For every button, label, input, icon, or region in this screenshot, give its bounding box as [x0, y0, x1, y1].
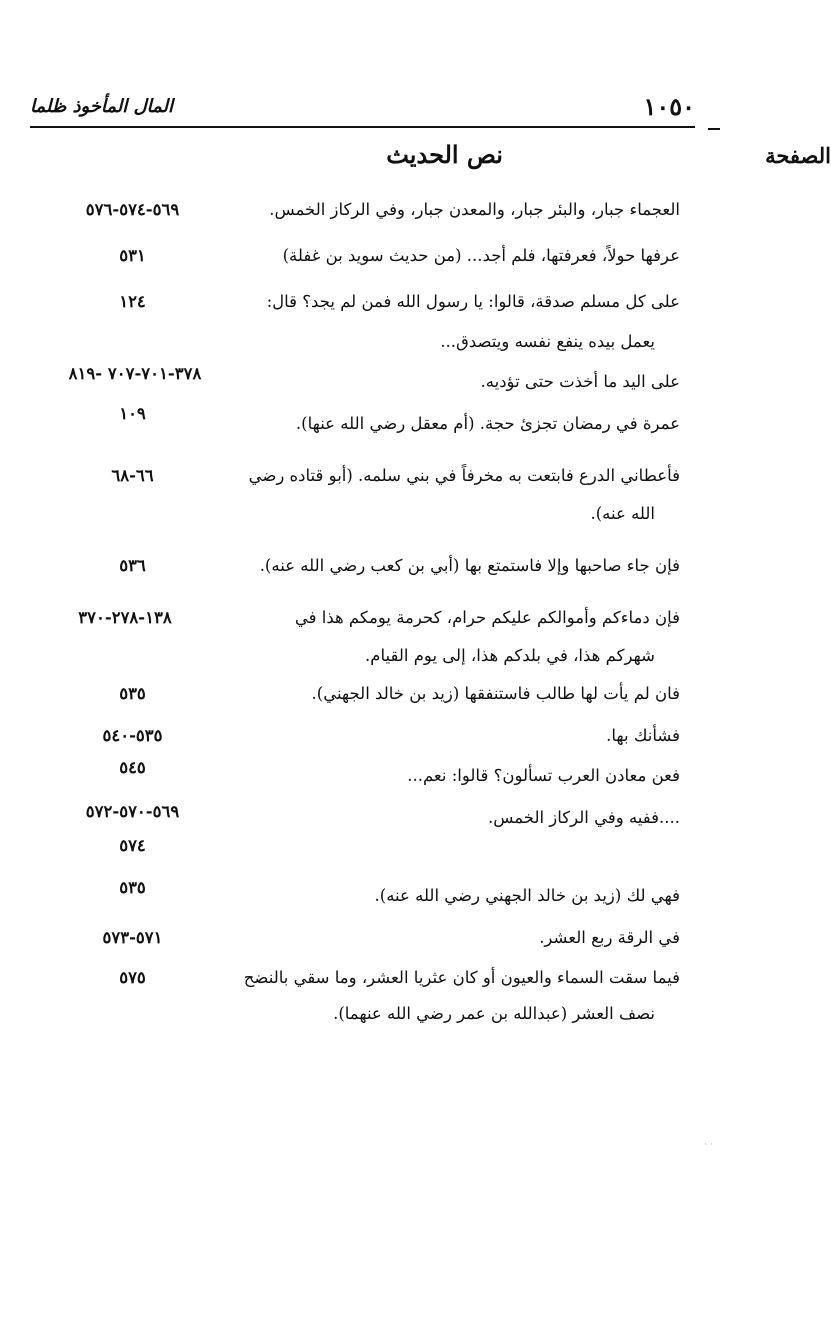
entry-pages: ٥٣٥: [119, 684, 146, 703]
entry-pages: ٣٧٨-٧٠١-٧٠٧ -٨١٩: [68, 364, 202, 383]
entry-text: عرفها حولاً، فعرفتها، فلم أجد... (من حديث سويد بن غفلة): [282, 246, 680, 265]
entry-pages: ٦٦-٦٨: [111, 466, 154, 485]
entry-pages: ١٢٤: [119, 292, 146, 311]
entry-pages: ٥٣٥-٥٤٠: [102, 726, 163, 745]
entry-text: فيما سقت السماء والعيون أو كان عثريا العشر، وما سقي بالنضح: [243, 968, 680, 987]
running-header: [30, 92, 695, 128]
entry-text: فأعطاني الدرع فابتعت به مخرفاً في بني سلمه. (أبو قتاده رضي: [248, 466, 680, 485]
entry-text: فان لم يأت لها طالب فاستنفقها (زيد بن خالد الجهني).: [311, 684, 680, 703]
entry-text: في الرقة ربع العشر.: [539, 928, 680, 947]
entry-pages: ٥٤٥: [119, 758, 146, 777]
header-tick: [708, 128, 720, 130]
entry-text: فعن معادن العرب تسألون؟ قالوا: نعم...: [407, 766, 680, 785]
column-header-hadith: نص الحديث: [386, 140, 503, 169]
entry-pages: ٥٧٥: [119, 968, 146, 987]
entry-pages: ٥٧١-٥٧٣: [102, 928, 163, 947]
entry-text: فإن دماءكم وأموالكم عليكم حرام، كحرمة يومكم هذا في: [294, 608, 680, 627]
entry-pages: ١٣٨-٢٧٨-٣٧٠: [78, 608, 172, 627]
entry-text: على اليد ما أخذت حتى تؤديه.: [480, 372, 680, 391]
entry-text: فشأنك بها.: [606, 726, 680, 745]
entry-pages: ٥٦٩-٥٧٤-٥٧٦: [85, 200, 180, 219]
entry-pages: ٥٣١: [119, 246, 146, 265]
entry-text: عمرة في رمضان تجزئ حجة. (أم معقل رضي الله عنها).: [295, 414, 680, 433]
entry-text: على كل مسلم صدقة، قالوا: يا رسول الله فمن لم يجد؟ قال:: [266, 292, 680, 311]
scan-speck: · ·: [704, 1140, 713, 1150]
entry-pages: ٥٣٥: [119, 878, 146, 897]
entry-text: العجماء جبار، والبئر جبار، والمعدن جبار، وفي الركاز الخمس.: [269, 200, 680, 219]
column-header-page: الصفحة: [765, 143, 831, 168]
entry-continuation: شهركم هذا، في بلدكم هذا، إلى يوم القيام.: [365, 646, 655, 665]
page-number: ١٠٥٠: [643, 92, 695, 121]
entry-pages: ٥٦٩-٥٧٠-٥٧٢: [85, 802, 180, 821]
entry-pages: ١٠٩: [119, 404, 146, 423]
entry-continuation: نصف العشر (عبدالله بن عمر رضي الله عنهما).: [333, 1004, 655, 1023]
entry-continuation: يعمل بيده ينفع نفسه ويتصدق...: [440, 332, 655, 351]
entry-text: فهي لك (زيد بن خالد الجهني رضي الله عنه).: [374, 886, 680, 905]
entry-pages: ٥٣٦: [119, 556, 146, 575]
running-title: المال المأخوذ ظلما: [30, 96, 173, 117]
entry-text: ....ففيه وفي الركاز الخمس.: [487, 808, 680, 827]
entry-text: فإن جاء صاحبها وإلا فاستمتع بها (أبي بن كعب رضي الله عنه).: [259, 556, 680, 575]
entry-pages-continuation: ٥٧٤: [119, 836, 146, 855]
entry-continuation: الله عنه).: [590, 504, 655, 523]
